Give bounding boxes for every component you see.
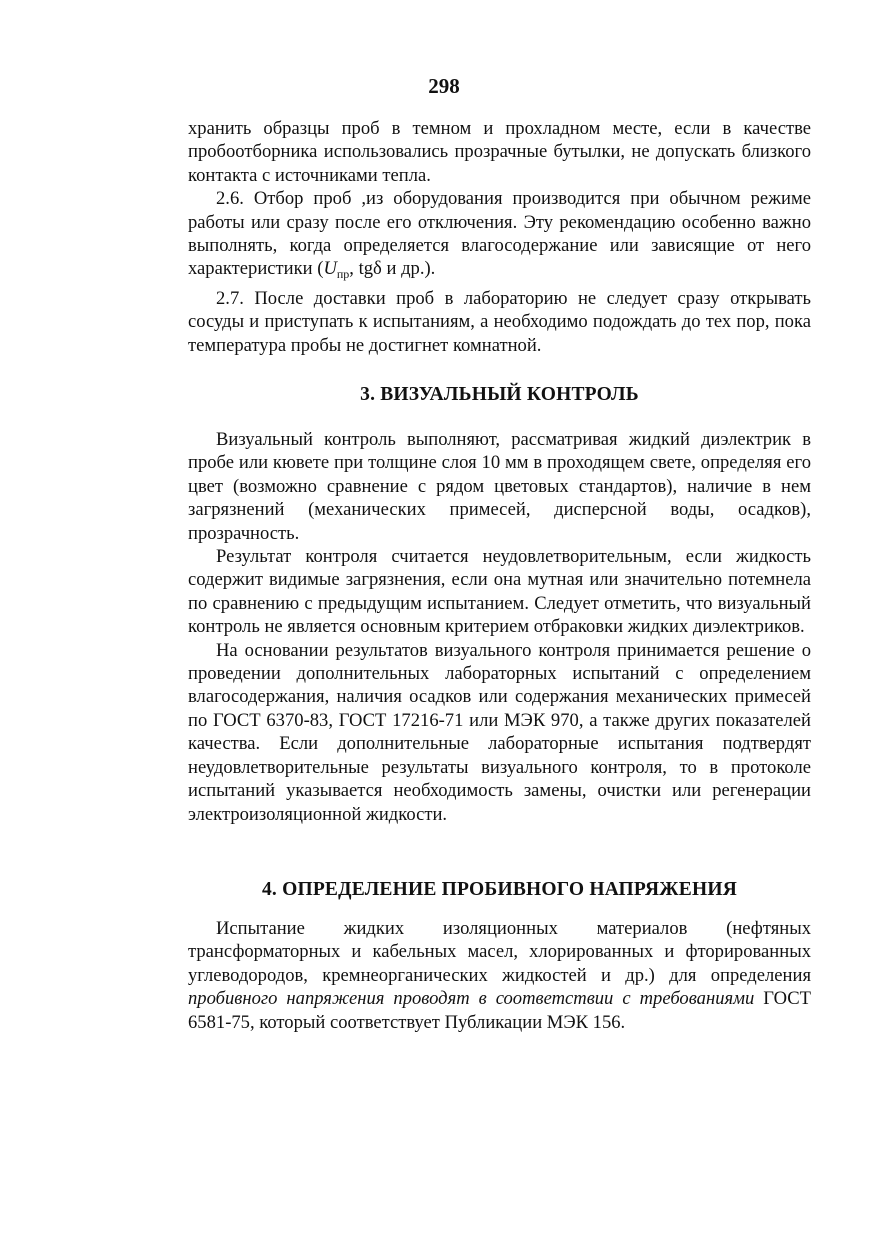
paragraph-control-result: Результат контроля считается неудовлетворительным, если жидкость содержит видимые загрязнения, если она мутная или значительно потемнела по сравнению с предыдущим испытанием. Следует отметить, что визуальный контроль не является основным критерием отбраковки жидких диэлектриков.	[188, 546, 811, 638]
paragraph-storage-conditions: хранить образцы проб в темном и прохладном месте, если в качестве пробоотборника использовались прозрачные бутылки, не допускать близкого контакта с источниками тепла.	[188, 118, 811, 186]
voltage-symbol: U	[323, 258, 337, 280]
paragraph-additional-tests: На основании результатов визуального контроля принимается решение о проведении дополнительных лабораторных испытаний с определением влагосодержания, наличия осадков или содержания механических примесей по ГОСТ 6370-83, ГОСТ 17216-71 или МЭК 970, а также других показателей качества. Если дополнительные лабораторные испытания подтвердят неудовлетворительные результаты визуального контроля, то в протоколе испытаний указывается необходимость замены, очистки или регенерации электроизоляционной жидкости.	[188, 639, 811, 825]
section-2-continued	[188, 117, 811, 357]
paragraph-breakdown-voltage-text: Испытание жидких изоляционных материалов (нефтяных трансформаторных и кабельных масел, хлорированных и фторированных углеводородов, кремнеорганических жидкостей и др.) для определения	[188, 918, 811, 986]
paragraph-breakdown-voltage-end: ГОСТ 6581-75, который соответствует Публикации МЭК 156.	[188, 988, 811, 1033]
section-4-body	[188, 917, 811, 1034]
section-4-heading: 4. ОПРЕДЕЛЕНИЕ ПРОБИВНОГО НАПРЯЖЕНИЯ	[261, 879, 738, 900]
voltage-subscript: пр	[336, 267, 350, 282]
paragraph-visual-control: Визуальный контроль выполняют, рассматривая жидкий диэлектрик в пробе или кювете при толщине слоя 10 мм в проходящем свете, определяя его цвет (возможно сравнение с рядом цветовых стандартов), наличие в нем загрязнений (механических примесей, дисперсной воды, осадков), прозрачность.	[188, 429, 811, 544]
paragraph-2-6	[188, 187, 811, 287]
paragraph-2-6-end: , tgδ и др.).	[349, 258, 436, 280]
paragraph-2-6-text: 2.6. Отбор проб ,из оборудования производится при обычном режиме работы или сразу после его отключения. Эту рекомендацию особенно важно выполнять, когда определяется влагосодержание или зависящие от него характеристики (	[188, 188, 811, 280]
section-3-body	[188, 428, 811, 826]
paragraph-2-7: 2.7. После доставки проб в лабораторию не следует сразу открывать сосуды и приступать к испытаниям, а необходимо подождать до тех пор, пока температура пробы не достигнет комнатной.	[188, 287, 811, 356]
paragraph-breakdown-voltage-italic: пробивного напряжения проводят в соответствии с требованиями	[188, 988, 755, 1010]
paragraph-breakdown-voltage	[188, 917, 811, 1034]
section-3-heading: 3. ВИЗУАЛЬНЫЙ КОНТРОЛЬ	[360, 384, 639, 405]
page-number: 298	[428, 74, 460, 98]
